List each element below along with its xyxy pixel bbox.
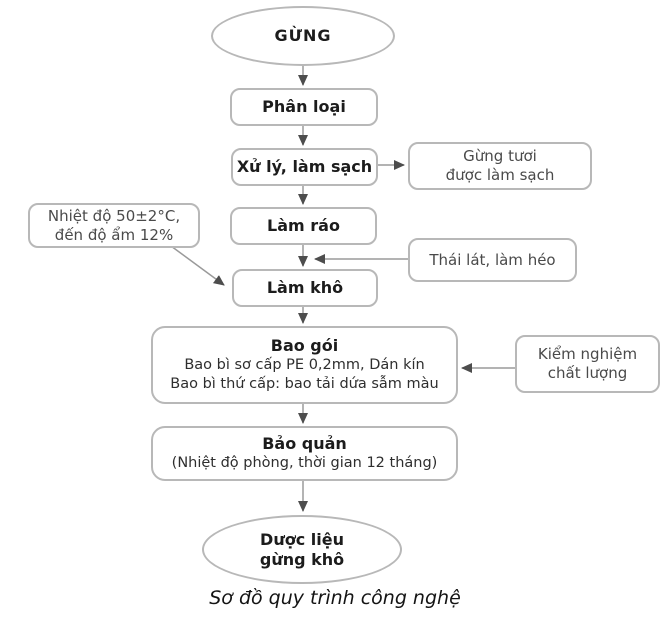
end-node-line-1: Dược liệu — [260, 529, 344, 549]
note-gung-tuoi-line-2: được làm sạch — [445, 166, 555, 184]
note-gung-tuoi — [408, 142, 592, 190]
start-node-label: GỪNG — [274, 26, 332, 46]
note-nhiet-do-line-1: Nhiệt độ 50±2°C, — [47, 206, 181, 225]
note-nhiet-do — [28, 203, 200, 248]
step-xu-ly-label: Xử lý, làm sạch — [236, 157, 373, 177]
step-bao-goi-detail-1: Bao bì sơ cấp PE 0,2mm, Dán kín — [184, 356, 425, 373]
note-kiem-nghiem — [515, 335, 660, 393]
step-bao-quan — [151, 426, 458, 481]
note-kiem-nghiem-line-2: chất lượng — [547, 364, 628, 382]
step-phan-loai — [230, 88, 378, 126]
end-node-duoc-lieu — [202, 515, 402, 584]
step-bao-quan-detail: (Nhiệt độ phòng, thời gian 12 tháng) — [171, 454, 438, 471]
note-thai-lat — [408, 238, 577, 282]
note-thai-lat-line: Thái lát, làm héo — [429, 250, 556, 269]
step-bao-quan-label: Bảo quản — [262, 434, 347, 454]
step-lam-rao — [230, 207, 377, 245]
step-lam-kho — [232, 269, 378, 307]
note-gung-tuoi-line-1: Gừng tươi — [463, 147, 537, 166]
diagram-caption: Sơ đồ quy trình công nghệ — [209, 587, 461, 609]
step-phan-loai-label: Phân loại — [262, 97, 346, 117]
step-xu-ly-lam-sach — [231, 148, 378, 186]
note-nhiet-do-line-2: đến độ ẩm 12% — [54, 225, 174, 244]
start-node-gung — [211, 6, 395, 66]
end-node-line-2: gừng khô — [259, 549, 345, 569]
step-lam-kho-label: Làm khô — [266, 278, 344, 298]
step-bao-goi-detail-2: Bao bì thứ cấp: bao tải dứa sẫm màu — [170, 375, 439, 392]
arrow-nhietdo-to-lamkho — [171, 246, 224, 285]
note-kiem-nghiem-line-1: Kiểm nghiệm — [537, 345, 638, 364]
step-lam-rao-label: Làm ráo — [267, 216, 340, 236]
step-bao-goi-label: Bao gói — [270, 336, 339, 356]
step-bao-goi — [151, 326, 458, 404]
